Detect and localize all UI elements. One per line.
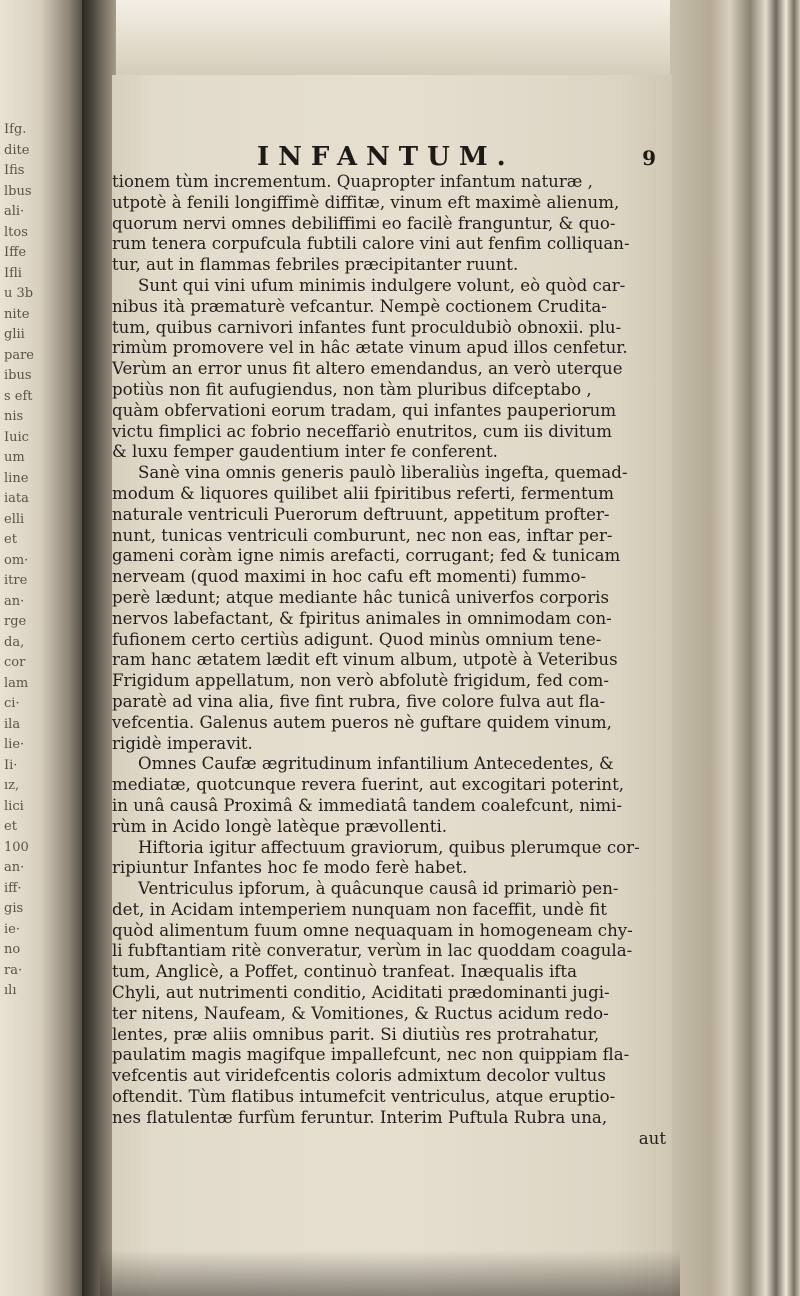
margin-fragment: iata [4, 491, 29, 506]
text-line: Chyli, aut nutrimenti conditio, Aciditati prædominanti jugi- [112, 983, 610, 1003]
margin-fragment: Ifli [4, 265, 22, 281]
text-line: gameni coràm igne nimis arefacti, corrugant; fed & tunicam [112, 546, 621, 566]
text-line: nes flatulentæ furfùm feruntur. Interim Puftula Rubra una, [112, 1107, 608, 1127]
text-line: Sunt qui vini ufum minimis indulgere volunt, eò quòd car- [138, 275, 626, 295]
text-line: rùm in Acido longè latèque prævollenti. [112, 816, 448, 836]
margin-fragment: ie· [4, 921, 20, 937]
text-line: Sanè vina omnis generis paulò liberaliùs ingefta, quemad- [138, 463, 628, 483]
margin-fragment: gis [4, 901, 24, 916]
text-line: rigidè imperavit. [112, 733, 253, 753]
facing-page-fragments [4, 120, 36, 1002]
book-gutter [82, 0, 116, 1296]
margin-fragment: lam [4, 675, 29, 691]
margin-fragment: an· [4, 860, 25, 875]
text-line: Verùm an error unus fit altero emendandus, an verò uterque [112, 359, 623, 379]
text-line: utpotè à fenili longiffimè diffitæ, vinum eft maximè alienum, [112, 192, 620, 212]
margin-fragment: Iffe [4, 245, 27, 260]
margin-fragment: s eft [4, 388, 33, 404]
text-line: tum, Anglicè, a Poffet, continuò tranfeat. Inæqualis ifta [112, 962, 577, 982]
text-line: victu fimplici ac fobrio neceffariò enutritos, cum iis divitum [112, 421, 612, 441]
text-line: mediatæ, quotcunque revera fuerint, aut excogitari poterint, [112, 775, 625, 795]
text-line: potiùs non fit aufugiendus, non tàm pluribus difceptabo , [112, 379, 592, 399]
margin-fragment: da, [4, 634, 25, 650]
text-line: ram hanc ætatem lædit eft vinum album, utpotè à Veteribus [112, 650, 618, 670]
margin-fragment: ltos [4, 224, 28, 240]
margin-fragment: ra· [4, 962, 23, 978]
text-line: Omnes Caufæ ægritudinum infantilium Antecedentes, & [138, 754, 614, 774]
margin-fragment: dite [4, 142, 30, 158]
text-line: oftendit. Tùm flatibus intumefcit ventriculus, atque eruptio- [112, 1087, 616, 1107]
text-line: quàm obfervationi eorum tradam, qui infantes pauperiorum [112, 400, 617, 420]
margin-fragment: om· [4, 552, 29, 568]
margin-fragment: an· [4, 593, 25, 609]
running-head: INFANTUM. [257, 142, 515, 172]
margin-fragment: pare [4, 347, 34, 363]
margin-fragment: Ifis [4, 163, 25, 178]
text-line: nibus ità præmaturè vefcantur. Nempè coctionem Crudita- [112, 296, 607, 316]
text-line: tum, quibus carnivori infantes funt proculdubiò obnoxii. plu- [112, 317, 622, 337]
margin-fragment: u 3b [4, 286, 34, 301]
text-line: naturale ventriculi Puerorum deftruunt, appetitum profter- [112, 504, 610, 524]
margin-fragment: no [4, 942, 21, 957]
text-line: ter nitens, Naufeam, & Vomitiones, & Ructus acidum redo- [112, 1003, 609, 1023]
margin-fragment: ci· [4, 696, 20, 711]
margin-fragment: nite [4, 306, 30, 322]
margin-fragment: et [4, 532, 17, 547]
text-line: ripiuntur Infantes hoc fe modo ferè habet. [112, 858, 468, 878]
margin-fragment: ılı [4, 983, 17, 998]
text-line: det, in Acidam intemperiem nunquam non faceffit, undè fit [112, 899, 607, 919]
text-line: Ventriculus ipforum, à quâcunque causâ id primariò pen- [138, 879, 619, 899]
margin-fragment: ali· [4, 204, 25, 219]
margin-fragment: lbus [4, 183, 32, 199]
margin-fragment: Ifg. [4, 122, 27, 137]
margin-fragment: um [4, 450, 25, 465]
margin-fragment: lici [4, 798, 24, 814]
margin-fragment: lie· [4, 737, 25, 752]
text-line: in unâ causâ Proximâ & immediatâ tandem coalefcunt, nimi- [112, 795, 622, 815]
text-line: tionem tùm incrementum. Quapropter infantum naturæ , [112, 172, 593, 191]
scan-bottom-shadow [100, 1250, 680, 1296]
margin-fragment: iff· [4, 880, 22, 896]
text-line: & luxu femper gaudentium inter fe conferent. [112, 442, 498, 462]
text-line: Hiftoria igitur affectuum graviorum, quibus plerumque cor- [138, 837, 640, 857]
margin-fragment: elli [4, 511, 25, 527]
text-line: rum tenera corpufcula fubtili calore vini aut fenfim colliquan- [112, 234, 630, 254]
text-line: nervos labefactant, & fpiritus animales in omnimodam con- [112, 608, 612, 628]
margin-fragment: cor [4, 655, 26, 670]
margin-fragment: nis [4, 409, 24, 424]
text-line: rimùm promovere vel in hâc ætate vinum apud illos cenfetur. [112, 338, 628, 358]
text-line: vefcentia. Galenus autem pueros nè guftare quidem vinum, [112, 712, 612, 732]
text-line: aut [638, 1128, 666, 1148]
page-stack-edge [670, 0, 800, 1296]
text-line: modum & liquores quilibet alii fpiritibus referti, fermentum [112, 483, 615, 503]
page-number: 9 [642, 146, 656, 170]
margin-fragment: line [4, 470, 29, 486]
text-line: paratè ad vina alia, five fint rubra, five colore fulva aut fla- [112, 691, 606, 711]
facing-page-edge [0, 0, 90, 1296]
margin-fragment: glii [4, 327, 25, 342]
margin-fragment: et [4, 819, 17, 834]
page-header [112, 142, 664, 176]
margin-fragment: ibus [4, 368, 32, 383]
margin-fragment: ila [4, 716, 21, 732]
text-line: perè lædunt; atque mediante hâc tunicâ univerfos corporis [112, 587, 609, 607]
text-line: nerveam (quod maximi in hoc cafu eft momenti) fummo- [112, 567, 587, 587]
margin-fragment: ız, [4, 778, 20, 793]
margin-fragment: rge [4, 614, 27, 629]
text-line: nunt, tunicas ventriculi comburunt, nec non eas, inftar per- [112, 525, 613, 545]
text-line: Frigidum appellatum, non verò abfolutè frigidum, fed com- [112, 671, 609, 691]
text-line: lentes, præ aliis omnibus parit. Si diutiùs res protrahatur, [112, 1024, 600, 1044]
text-line: li fubftantiam ritè converatur, verùm in lac quoddam coagula- [112, 941, 633, 961]
text-line: paulatim magis magifque impallefcunt, nec non quippiam fla- [112, 1045, 630, 1065]
text-line: quorum nervi omnes debiliffimi eo facilè franguntur, & quo- [112, 213, 616, 233]
margin-fragment: Ii· [4, 757, 18, 773]
margin-fragment: 100 [4, 839, 29, 855]
text-line: vefcentis aut viridefcentis coloris admixtum decolor vultus [112, 1066, 606, 1086]
text-line: tur, aut in flammas febriles præcipitanter ruunt. [112, 255, 519, 275]
body-text [112, 172, 666, 1149]
margin-fragment: Iuic [4, 429, 29, 445]
text-line: quòd alimentum fuum omne nequaquam in homogeneam chy- [112, 920, 633, 940]
margin-fragment: itre [4, 573, 28, 588]
text-line: fufionem certo certiùs adigunt. Quod minùs omnium tene- [112, 629, 602, 649]
